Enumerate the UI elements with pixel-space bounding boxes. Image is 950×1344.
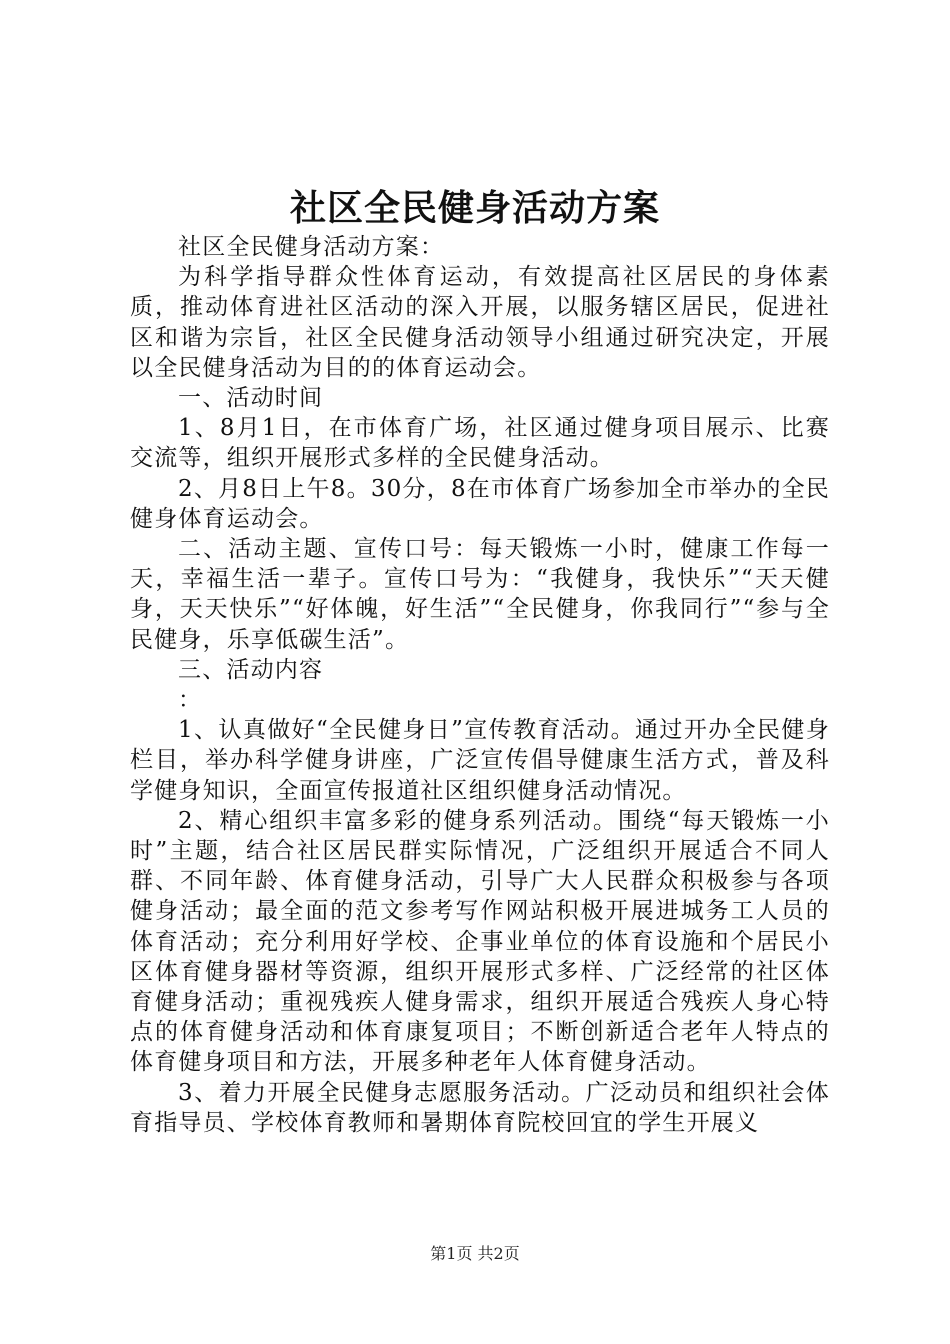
paragraph: 2、精心组织丰富多彩的健身系列活动。围绕“每天锻炼一小时”主题，结合社区居民群实际情况，广泛组织开展适合不同人群、不同年龄、体育健身活动，引导广大人民群众积极参与各项健身活动；最全面的范文参考写作网站积极开展进城务工人员的体育活动；充分利用好学校、企事业单位的体育设施和个居民小区体育健身器材等资源，组织开展形式多样、广泛经常的社区体育健身活动；重视残疾人健身需求，组织开展适合残疾人身心特点的体育健身活动和体育康复项目；不断创新适合老年人特点的体育健身项目和方法，开展多种老年人体育健身活动。 [130,807,830,1076]
paragraph: 1、认真做好“全民健身日”宣传教育活动。通过开办全民健身栏目，举办科学健身讲座，广泛宣传倡导健康生活方式，普及科学健身知识，全面宣传报道社区组织健身活动情况。 [130,717,830,804]
section-heading: 一、活动时间 [178,385,324,412]
paragraph: 二、活动主题、宣传口号：每天锻炼一小时，健康工作每一天，幸福生活一辈子。宣传口号为：“我健身，我快乐”“天天健身，天天快乐”“好体魄，好生活”“全民健身，你我同行”“参与全民健身，乐享低碳生活”。 [130,536,830,653]
paragraph: 1、8月1日，在市体育广场，社区通过健身项目展示、比赛交流等，组织开展形式多样的全民健身活动。 [130,415,830,472]
page-number-footer: 第1页 共2页 [430,1244,520,1263]
document-title: 社区全民健身活动方案 [289,187,660,229]
paragraph: 2、月8日上午8。30分，8在市体育广场参加全市举办的全民健身体育运动会。 [130,475,830,532]
document-body [130,232,830,1138]
section-heading: 三、活动内容 [178,656,324,683]
paragraph: 3、着力开展全民健身志愿服务活动。广泛动员和组织社会体育指导员、学校体育教师和暑期体育院校回宜的学生开展义 [130,1079,830,1136]
paragraph: 社区全民健身活动方案： [178,234,445,260]
paragraph: 为科学指导群众性体育运动，有效提高社区居民的身体素质，推动体育进社区活动的深入开展，以服务辖区居民，促进社区和谐为宗旨，社区全民健身活动领导小组通过研究决定，开展以全民健身活动为目的的体育运动会。 [130,264,830,381]
paragraph: ： [178,687,203,714]
